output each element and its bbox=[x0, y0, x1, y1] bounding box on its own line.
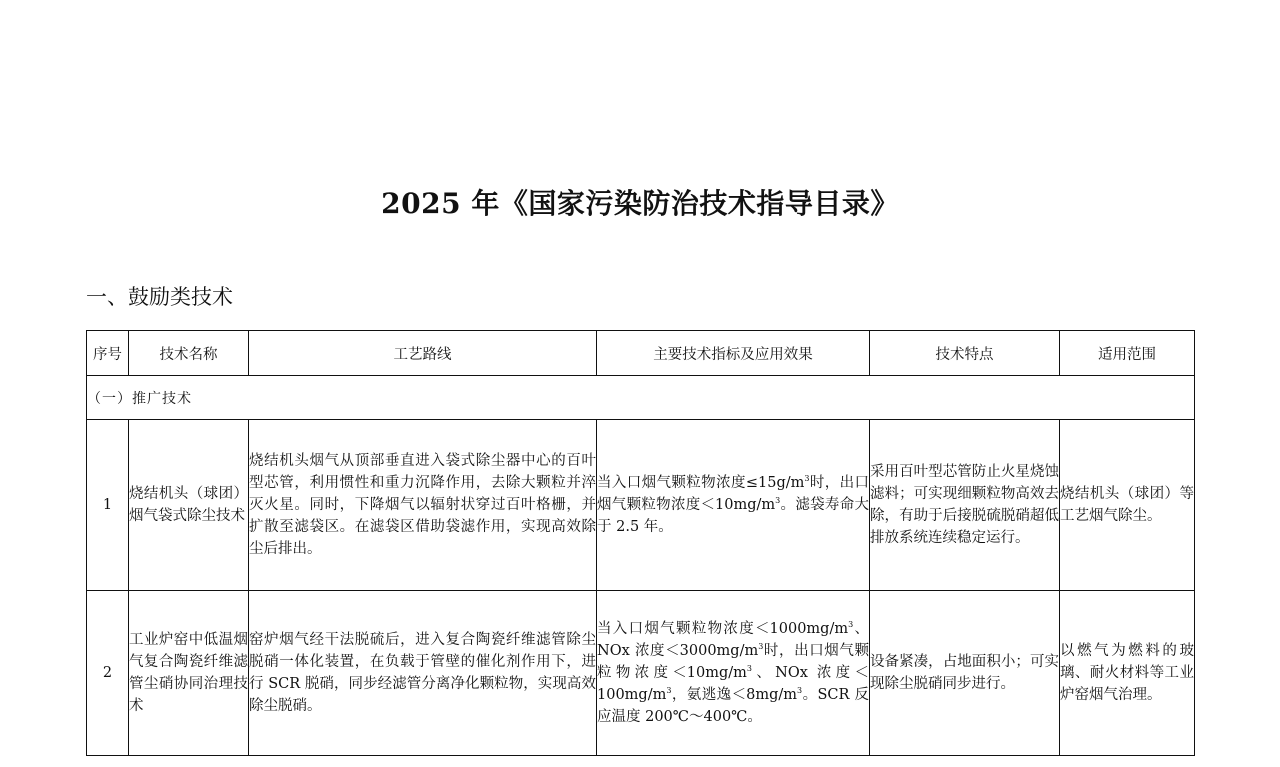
table-header-row bbox=[87, 331, 1195, 376]
group-label: （一）推广技术 bbox=[87, 376, 1195, 420]
application-scope: 烧结机头（球团）等工艺烟气除尘。 bbox=[1060, 420, 1195, 591]
table-row bbox=[87, 591, 1195, 756]
document-title: 2025 年《国家污染防治技术指导目录》 bbox=[381, 187, 899, 220]
header-process-route: 工艺路线 bbox=[249, 331, 597, 376]
header-indicators: 主要技术指标及应用效果 bbox=[597, 331, 870, 376]
group-row bbox=[87, 376, 1195, 420]
process-route: 烧结机头烟气从顶部垂直进入袋式除尘器中心的百叶型芯管，利用惯性和重力沉降作用，去除大颗粒并淬灭火星。同时，下降烟气以辐射状穿过百叶格栅，并扩散至滤袋区。在滤袋区借助袋滤作用，实现高效除尘后排出。 bbox=[249, 420, 597, 591]
header-technology-name: 技术名称 bbox=[129, 331, 249, 376]
table-row bbox=[87, 420, 1195, 591]
technology-catalog-table bbox=[86, 330, 1195, 756]
technology-name: 烧结机头（球团）烟气袋式除尘技术 bbox=[129, 420, 249, 591]
row-index: 2 bbox=[87, 591, 129, 756]
application-scope: 以燃气为燃料的玻璃、耐火材料等工业炉窑烟气治理。 bbox=[1060, 591, 1195, 756]
indicators: 当入口烟气颗粒物浓度$\le 15g/m^3$时，出口烟气颗粒物浓度$<10mg/m^3$。滤袋寿命大于 2.5 年。 bbox=[597, 420, 870, 591]
technology-features: 设备紧凑，占地面积小；可实现除尘脱硝同步进行。 bbox=[870, 591, 1060, 756]
header-index: 序号 bbox=[87, 331, 129, 376]
technology-features: 采用百叶型芯管防止火星烧蚀滤料；可实现细颗粒物高效去除，有助于后接脱硫脱硝超低排放系统连续稳定运行。 bbox=[870, 420, 1060, 591]
process-route: 窑炉烟气经干法脱硫后，进入复合陶瓷纤维滤管除尘脱硝一体化装置，在负载于管壁的催化剂作用下，进行 SCR 脱硝，同步经滤管分离净化颗粒物，实现高效除尘脱硝。 bbox=[249, 591, 597, 756]
technology-name: 工业炉窑中低温烟气复合陶瓷纤维滤管尘硝协同治理技术 bbox=[129, 591, 249, 756]
row-index: 1 bbox=[87, 420, 129, 591]
section-heading: 一、鼓励类技术 bbox=[86, 285, 233, 309]
header-scope: 适用范围 bbox=[1060, 331, 1195, 376]
header-features: 技术特点 bbox=[870, 331, 1060, 376]
indicators: 当入口烟气颗粒物浓度$<1000mg/m^3$、NOx 浓度$<3000mg/m^3$时，出口烟气颗粒物浓度$<10mg/m^3$、NOx 浓度$<100mg/m^3$，氨逃逸$<8mg/m^3$。SCR 反应温度 200℃～400℃。 bbox=[597, 591, 870, 756]
